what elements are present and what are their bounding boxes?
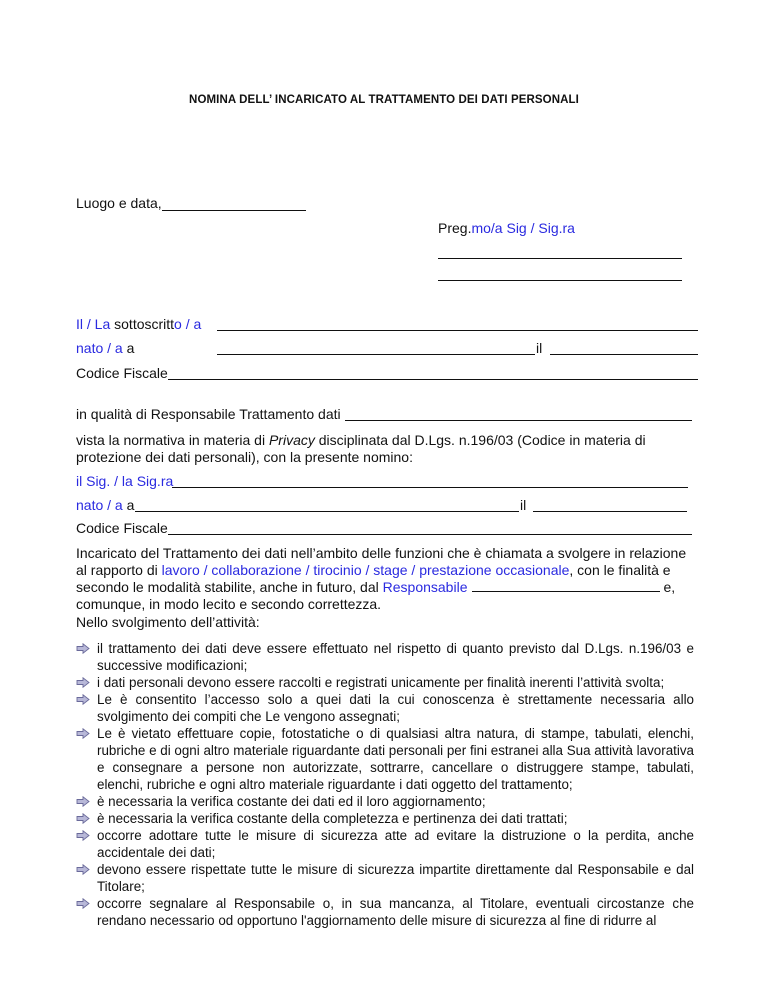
list-item <box>76 810 694 827</box>
list-item <box>76 674 694 691</box>
codice-fiscale-label-2: Codice Fiscale <box>76 520 168 536</box>
nato-label-2-a: a <box>122 497 135 513</box>
list-item <box>76 691 694 725</box>
data-nascita-field-2[interactable] <box>533 511 687 512</box>
list-item-text: occorre segnalare al Responsabile o, in sua mancanza, al Titolare, eventuali circostanze che rendano necessario od opportuno l'aggiornamento delle misure di sicurezza al fine di ridurre al <box>97 896 694 928</box>
nato-label-1-a: a <box>122 340 135 356</box>
luogo-data-label: Luogo e data, <box>76 195 162 211</box>
codice-fiscale-field-2[interactable] <box>168 534 692 535</box>
list-item <box>76 640 694 674</box>
responsabile-field[interactable] <box>345 420 692 421</box>
list-item <box>76 793 694 810</box>
incaricato-line-4: comunque, in modo lecito e secondo correttezza. <box>76 596 382 612</box>
nato-label-1-gender: nato / a <box>76 340 123 356</box>
right-arrow-bullet-icon <box>76 694 90 705</box>
codice-fiscale-field-1[interactable] <box>168 379 698 380</box>
codice-fiscale-label-1: Codice Fiscale <box>76 365 168 381</box>
vista-paragraph <box>76 432 696 466</box>
obblighi-list <box>76 640 694 929</box>
list-item-text: occorre adottare tutte le misure di sicurezza atte ad evitare la distruzione o la perdita, anche accidentale dei dati; <box>97 828 694 860</box>
list-item-text: è necessaria la verifica costante dei dati ed il loro aggiornamento; <box>97 794 486 809</box>
list-item-text: i dati personali devono essere raccolti e registrati unicamente per finalità inerenti l’attività svolta; <box>97 675 665 690</box>
sottoscritto-gender: o / a <box>174 316 202 332</box>
preg-label-suffix: mo/a Sig / Sig.ra <box>471 220 575 236</box>
svolgimento-heading: Nello svolgimento dell’attività: <box>76 614 260 630</box>
incaricato-name-field[interactable] <box>172 487 688 488</box>
vista-text-2: disciplinata dal D.Lgs. n.196/03 (Codice in materia di <box>314 432 646 448</box>
sottoscritto-field[interactable] <box>217 330 698 331</box>
list-item <box>76 827 694 861</box>
sig-label: il Sig. / la Sig.ra <box>76 473 174 489</box>
nato-label-1 <box>76 340 134 357</box>
list-item-text: Le è consentito l’accesso solo a quei dati la cui conoscenza è strettamente necessaria allo svolgimento dei compiti che Le vengono assegnati; <box>97 692 694 724</box>
incaricato-line-3a: secondo le modalità stabilite, anche in futuro, dal <box>76 579 383 595</box>
right-arrow-bullet-icon <box>76 728 90 739</box>
list-item <box>76 725 694 793</box>
qualita-label: in qualità di Responsabile Trattamento dati <box>76 406 341 422</box>
right-arrow-bullet-icon <box>76 864 90 875</box>
rapporto-options: lavoro / collaborazione / tirocinio / stage / prestazione occasionale <box>161 562 570 578</box>
right-arrow-bullet-icon <box>76 796 90 807</box>
right-arrow-bullet-icon <box>76 830 90 841</box>
incaricato-paragraph <box>76 545 696 613</box>
list-item-text: Le è vietato effettuare copie, fotostatiche o di qualsiasi altra natura, di stampe, tabulati, elenchi, rubriche e di ogni altro materiale riguardante dati personali per fini estranei alla Sua attività lavorativa e consegnare a persone non autorizzate, sottrarre, cancellare o distruggere stampe, tabulati, elenchi, rubriche e ogni altro materiale riguardante i dati oggetto del trattamento; <box>97 726 694 792</box>
document-title: NOMINA DELL’ INCARICATO AL TRATTAMENTO DEI DATI PERSONALI <box>189 94 579 106</box>
vista-text-3: protezione dei dati personali), con la presente nomino: <box>76 449 413 465</box>
luogo-data-field[interactable] <box>162 210 306 211</box>
list-item-text: il trattamento dei dati deve essere effettuato nel rispetto di quanto previsto dal D.Lgs. n.196/03 e successive modificazioni; <box>97 641 694 673</box>
sottoscritto-il: Il / La <box>76 316 111 332</box>
incaricato-line-2c: , con le finalità e <box>569 562 671 578</box>
responsabile-name-field[interactable] <box>472 580 660 592</box>
right-arrow-bullet-icon <box>76 677 90 688</box>
vista-text-1: vista la normativa in materia di <box>76 432 269 448</box>
sottoscritto-label <box>76 316 201 333</box>
incaricato-line-3c: e, <box>663 579 676 595</box>
list-item <box>76 861 694 895</box>
right-arrow-bullet-icon <box>76 813 90 824</box>
luogo-nascita-field-1[interactable] <box>217 354 535 355</box>
preg-label <box>438 220 575 237</box>
data-nascita-field-1[interactable] <box>550 354 698 355</box>
il-label-1: il <box>536 340 543 356</box>
list-item-text: devono essere rispettate tutte le misure di sicurezza impartite direttamente dal Responsabile e dal Titolare; <box>97 862 694 894</box>
luogo-nascita-field-2[interactable] <box>135 511 519 512</box>
right-arrow-bullet-icon <box>76 898 90 909</box>
list-item <box>76 895 694 929</box>
responsabile-term: Responsabile <box>382 579 468 595</box>
destinatario-field-1[interactable] <box>438 258 682 259</box>
privacy-term: Privacy <box>268 432 315 448</box>
nato-label-2-gender: nato / a <box>76 497 123 513</box>
sottoscritto-text: sottoscritt <box>110 316 175 332</box>
right-arrow-bullet-icon <box>76 643 90 654</box>
incaricato-line-1: Incaricato del Trattamento dei dati nell’ambito delle funzioni che è chiamata a svolgere in relazione <box>76 545 687 561</box>
nato-label-2 <box>76 497 134 514</box>
list-item-text: è necessaria la verifica costante della completezza e pertinenza dei dati trattati; <box>97 811 568 826</box>
preg-label-prefix: Preg. <box>438 220 472 236</box>
il-label-2: il <box>520 497 527 513</box>
incaricato-line-2a: al rapporto di <box>76 562 162 578</box>
destinatario-field-2[interactable] <box>438 280 682 281</box>
